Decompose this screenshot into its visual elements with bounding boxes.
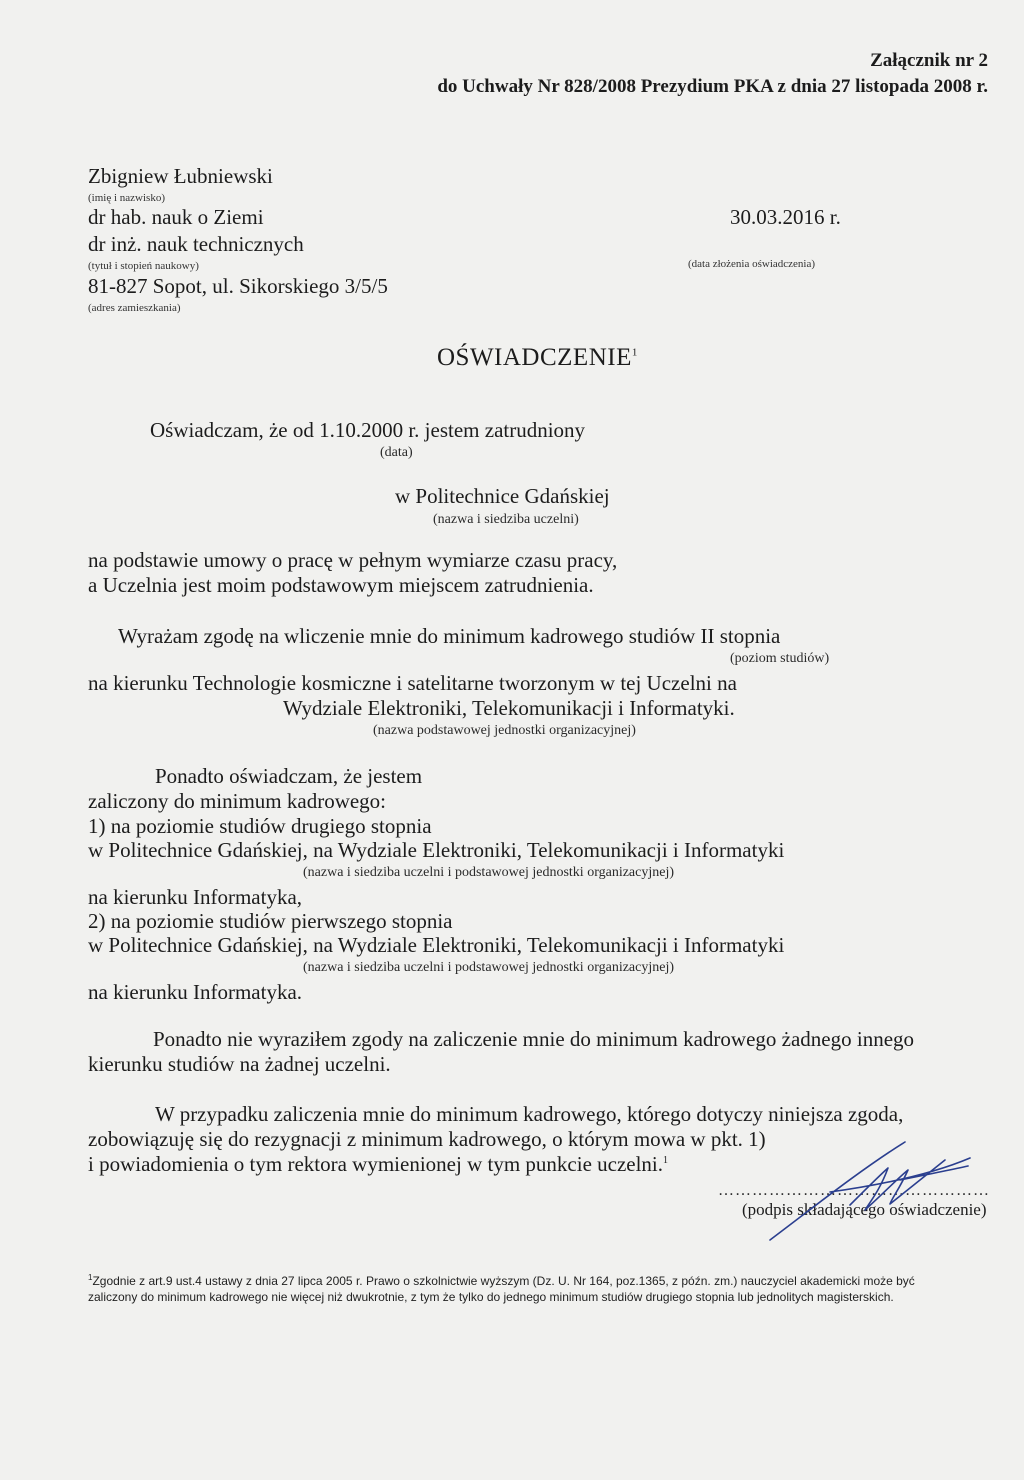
person-title-2: dr inż. nauk technicznych: [88, 232, 304, 256]
obligation-footnote-marker: 1: [663, 1155, 669, 1166]
signature-caption: (podpis składającego oświadczenie): [742, 1200, 987, 1219]
employment-statement: Oświadczam, że od 1.10.2000 r. jestem zatrudniony: [150, 418, 586, 442]
attachment-number: Załącznik nr 2: [870, 50, 988, 71]
submission-date: 30.03.2016 r.: [730, 205, 841, 229]
additional-statement-intro: Ponadto oświadczam, że jestem: [155, 764, 423, 788]
person-name-caption: (imię i nazwisko): [88, 192, 165, 204]
person-name: Zbigniew Łubniewski: [88, 164, 273, 188]
footnote-marker: 1: [88, 1273, 93, 1282]
footnote-text: Zgodnie z art.9 ust.4 ustawy z dnia 27 lipca 2005 r. Prawo o szkolnictwie wyższym (Dz. U. Nr 164, poz.1365, z późn. zm.) nauczyciel akademicki może być zaliczony do minimum kadrowego nie więcej niż dwukrotnie, z tym że tylko do jednego minimum studiów drugiego stopnia lub jednolitych magisterskich.: [88, 1274, 915, 1304]
second-cycle-item: 1) na poziomie studiów drugiego stopnia: [88, 814, 432, 838]
person-title-caption: (tytuł i stopień naukowy): [88, 260, 199, 272]
primary-employer-statement: a Uczelnia jest moim podstawowym miejscem zatrudnienia.: [88, 573, 594, 597]
second-cycle-caption: (nazwa i siedziba uczelni i podstawowej jednostki organizacyjnej): [303, 865, 674, 880]
employer-university: w Politechnice Gdańskiej: [395, 484, 610, 508]
first-cycle-field: na kierunku Informatyka.: [88, 980, 303, 1004]
study-level-caption: (poziom studiów): [730, 651, 830, 666]
obligation-line-3: i powiadomienia o tym rektora wymienionej w tym punkcie uczelni.$^1$: [88, 1152, 669, 1176]
unit-caption: (nazwa podstawowej jednostki organizacyjnej): [373, 723, 636, 738]
employer-university-caption: (nazwa i siedziba uczelni): [433, 512, 579, 527]
employment-contract: na podstawie umowy o pracę w pełnym wymiarze czasu pracy,: [88, 548, 618, 572]
employment-date-caption: (data): [380, 445, 413, 460]
person-title-1: dr hab. nauk o Ziemi: [88, 205, 264, 229]
first-cycle-university: w Politechnice Gdańskiej, na Wydziale Elektroniki, Telekomunikacji i Informatyki: [88, 933, 785, 957]
signature-line: …………………………………………: [718, 1182, 990, 1199]
second-cycle-field: na kierunku Informatyka,: [88, 885, 303, 909]
minimum-staff-line: zaliczony do minimum kadrowego:: [88, 789, 387, 813]
first-cycle-item: 2) na poziomie studiów pierwszego stopnia: [88, 909, 453, 933]
title-footnote-marker: 1: [631, 346, 638, 359]
handwritten-signature: [730, 1130, 990, 1250]
second-cycle-university: w Politechnice Gdańskiej, na Wydziale Elektroniki, Telekomunikacji i Informatyki: [88, 838, 785, 862]
no-other-consent-line-2: kierunku studiów na żadnej uczelni.: [88, 1052, 391, 1076]
no-other-consent-line-1: Ponadto nie wyraziłem zgody na zaliczenie mnie do minimum kadrowego żadnego innego: [153, 1027, 915, 1051]
obligation-line-2: zobowiązuję się do rezygnacji z minimum kadrowego, o którym mowa w pkt. 1): [88, 1127, 766, 1151]
submission-date-caption: (data złożenia oświadczenia): [688, 258, 816, 270]
person-address-caption: (adres zamieszkania): [88, 302, 181, 314]
field-of-study-line: na kierunku Technologie kosmiczne i satelitarne tworzonym w tej Uczelni na: [88, 671, 737, 695]
faculty-line: Wydziale Elektroniki, Telekomunikacji i Informatyki.: [283, 696, 735, 720]
consent-statement: Wyrażam zgodę na wliczenie mnie do minimum kadrowego studiów II stopnia: [118, 624, 781, 648]
obligation-line-1: W przypadku zaliczenia mnie do minimum kadrowego, którego dotyczy niniejsza zgoda,: [155, 1102, 904, 1126]
footnote: [88, 1270, 958, 1305]
document-title: OŚWIADCZENIE$^1$: [437, 344, 638, 371]
resolution-reference: do Uchwały Nr 828/2008 Prezydium PKA z dnia 27 listopada 2008 r.: [437, 76, 988, 97]
first-cycle-caption: (nazwa i siedziba uczelni i podstawowej jednostki organizacyjnej): [303, 960, 674, 975]
person-address: 81-827 Sopot, ul. Sikorskiego 3/5/5: [88, 274, 388, 298]
